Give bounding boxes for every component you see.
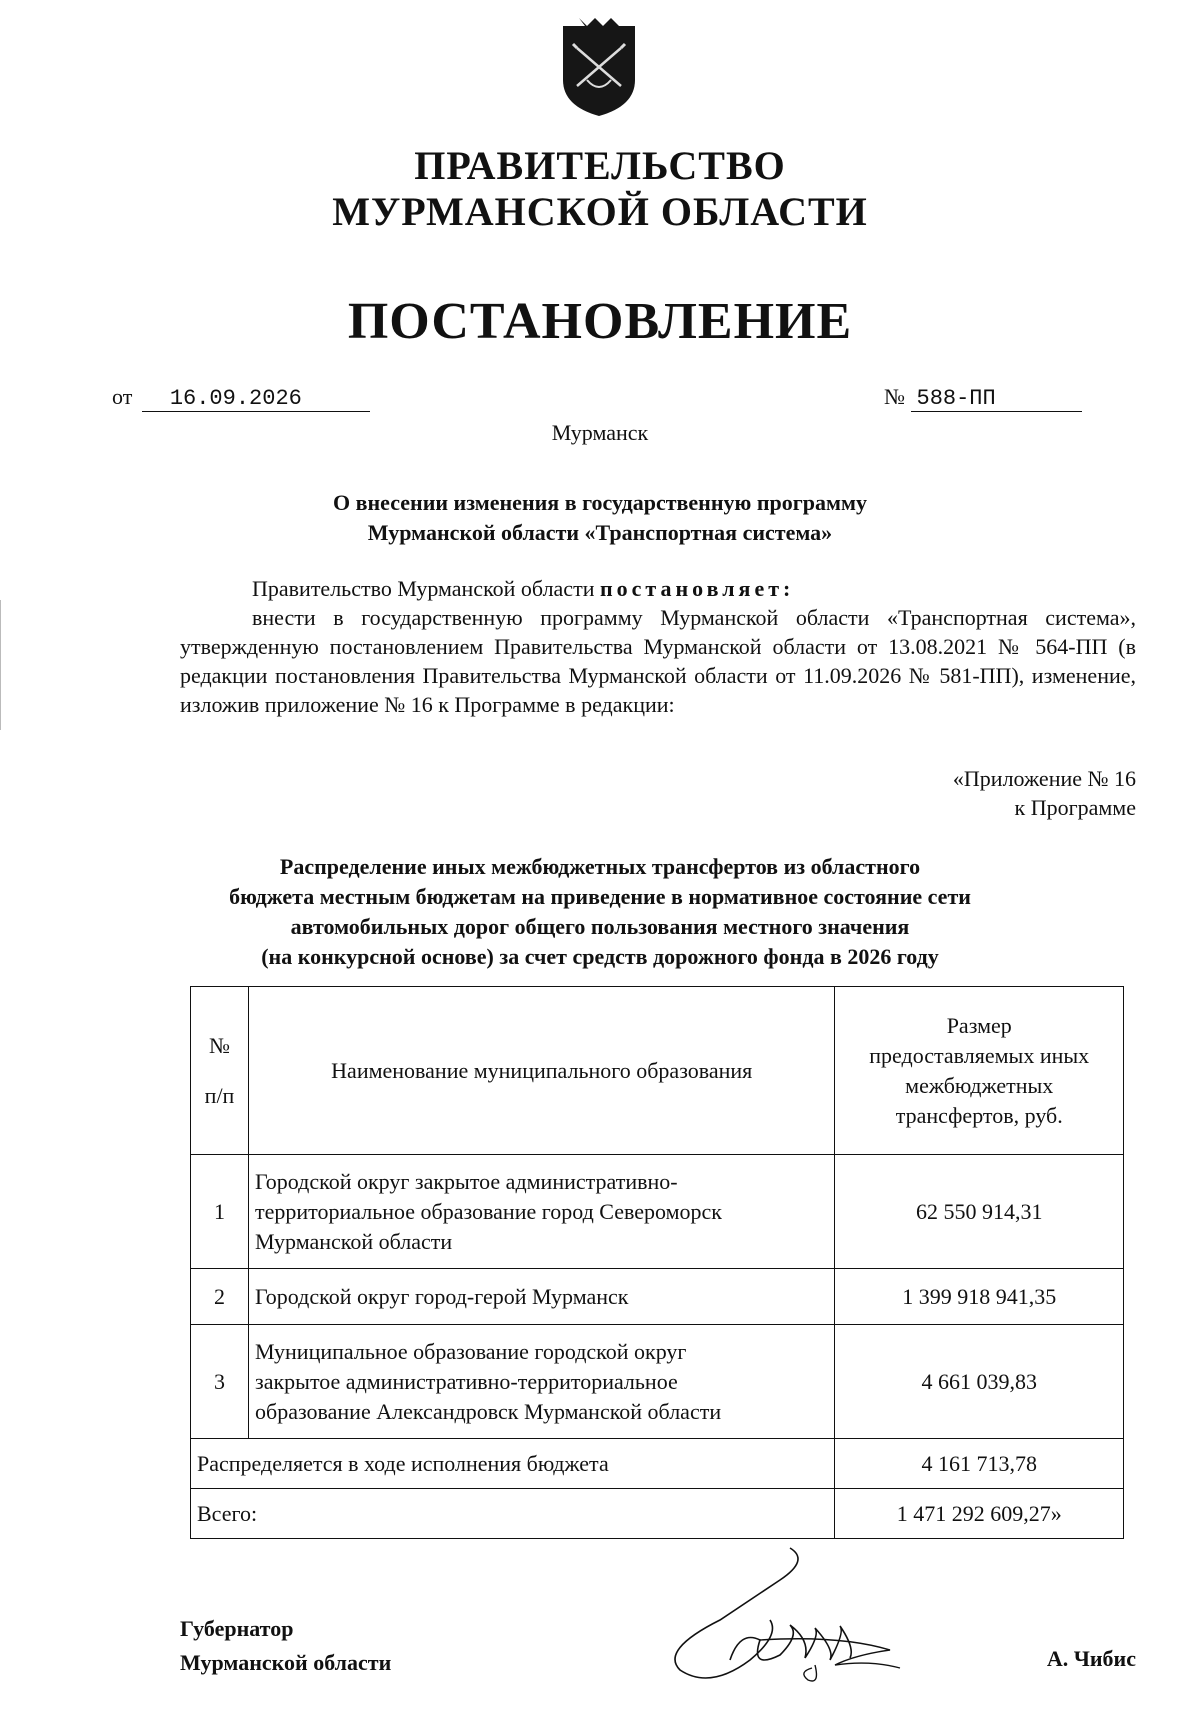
document-title bbox=[0, 488, 1200, 548]
table-title-line1: Распределение иных межбюджетных трансфертов из областного bbox=[279, 854, 921, 879]
intro-text: Правительство Мурманской области bbox=[252, 576, 600, 601]
appendix-line1: «Приложение № 16 bbox=[952, 766, 1136, 791]
document-date-line bbox=[112, 384, 370, 412]
header-number-line2: п/п bbox=[204, 1082, 235, 1108]
row-municipality: Городской округ город-герой Мурманск bbox=[249, 1269, 835, 1325]
table-row bbox=[191, 1155, 1124, 1269]
table-title-line3: автомобильных дорог общего пользования местного значения bbox=[290, 914, 910, 939]
header-number-line1: № bbox=[209, 1032, 230, 1058]
row-municipality-line: образование Александровск Мурманской области bbox=[255, 1398, 722, 1424]
row-amount: 62 550 914,31 bbox=[835, 1155, 1124, 1269]
distributed-amount: 4 161 713,78 bbox=[835, 1439, 1124, 1489]
date-prefix: от bbox=[112, 384, 133, 409]
total-label: Всего: bbox=[191, 1489, 835, 1539]
intro-resolves: постановляет: bbox=[599, 576, 795, 601]
resolution-paragraph: внести в государственную программу Мурманской области «Транспортная система», утвержденную постановлением Правительства Мурманской области от 13.08.2021 № 564-ПП (в редакции постановления Правительства Мурманской области от 11.09.2026 № 581-ПП), изменение, изложив приложение № 16 к Программе в редакции: bbox=[180, 605, 1136, 717]
row-municipality-line: территориальное образование город Североморск bbox=[255, 1198, 722, 1224]
table-title-line2: бюджета местным бюджетам на приведение в нормативное состояние сети bbox=[229, 884, 971, 909]
table-title bbox=[0, 852, 1200, 972]
table-row bbox=[191, 1325, 1124, 1439]
governor-name: А. Чибис bbox=[1046, 1646, 1136, 1671]
header-amount-line3: межбюджетных bbox=[905, 1072, 1054, 1098]
document-number-line bbox=[884, 384, 1082, 412]
scan-edge-mark bbox=[0, 600, 1, 730]
document-date: 16.09.2026 bbox=[142, 386, 370, 412]
number-prefix: № bbox=[884, 384, 905, 409]
document-title-line1: О внесении изменения в государственную программу bbox=[333, 490, 867, 515]
appendix-reference bbox=[836, 764, 1136, 822]
row-number: 1 bbox=[191, 1155, 249, 1269]
table-row-total bbox=[191, 1489, 1124, 1539]
row-municipality-line: Муниципальное образование городской округ bbox=[255, 1338, 687, 1364]
row-municipality-line: Городской округ закрытое административно- bbox=[255, 1168, 678, 1194]
governor-position-line2: Мурманской области bbox=[180, 1650, 392, 1675]
handwritten-signature bbox=[640, 1540, 960, 1690]
row-number: 2 bbox=[191, 1269, 249, 1325]
header-municipality: Наименование муниципального образования bbox=[249, 987, 835, 1155]
table-row-distributed bbox=[191, 1439, 1124, 1489]
document-type-title: ПОСТАНОВЛЕНИЕ bbox=[347, 293, 853, 350]
city-name: Мурманск bbox=[551, 420, 649, 445]
distributed-label: Распределяется в ходе исполнения бюджета bbox=[191, 1439, 835, 1489]
row-municipality-line: закрытое административно-территориальное bbox=[255, 1368, 678, 1394]
governor-position bbox=[180, 1612, 391, 1680]
transfers-distribution-table bbox=[190, 986, 1124, 1539]
header-amount-line4: трансфертов, руб. bbox=[895, 1102, 1063, 1128]
row-number: 3 bbox=[191, 1325, 249, 1439]
row-municipality-line: Мурманской области bbox=[255, 1228, 453, 1254]
header-amount bbox=[835, 987, 1124, 1155]
header-amount-line2: предоставляемых иных bbox=[869, 1042, 1090, 1068]
row-amount: 4 661 039,83 bbox=[835, 1325, 1124, 1439]
document-number: 588-ПП bbox=[911, 386, 1082, 412]
table-title-line4: (на конкурсной основе) за счет средств дорожного фонда в 2026 году bbox=[261, 944, 939, 969]
row-municipality bbox=[249, 1155, 835, 1269]
document-title-line2: Мурманской области «Транспортная система» bbox=[367, 520, 833, 545]
header-amount-line1: Размер bbox=[946, 1012, 1012, 1038]
row-amount: 1 399 918 941,35 bbox=[835, 1269, 1124, 1325]
row-municipality bbox=[249, 1325, 835, 1439]
governor-position-line1: Губернатор bbox=[180, 1616, 294, 1641]
appendix-line2: к Программе bbox=[1014, 795, 1136, 820]
table-header-row bbox=[191, 987, 1124, 1155]
total-amount: 1 471 292 609,27» bbox=[835, 1489, 1124, 1539]
header-number bbox=[191, 987, 249, 1155]
organization-name-line2: МУРМАНСКОЙ ОБЛАСТИ bbox=[332, 189, 868, 234]
coat-of-arms-emblem bbox=[557, 18, 641, 118]
table-row bbox=[191, 1269, 1124, 1325]
organization-name-line1: ПРАВИТЕЛЬСТВО bbox=[414, 143, 786, 188]
resolution-intro bbox=[180, 574, 1136, 603]
